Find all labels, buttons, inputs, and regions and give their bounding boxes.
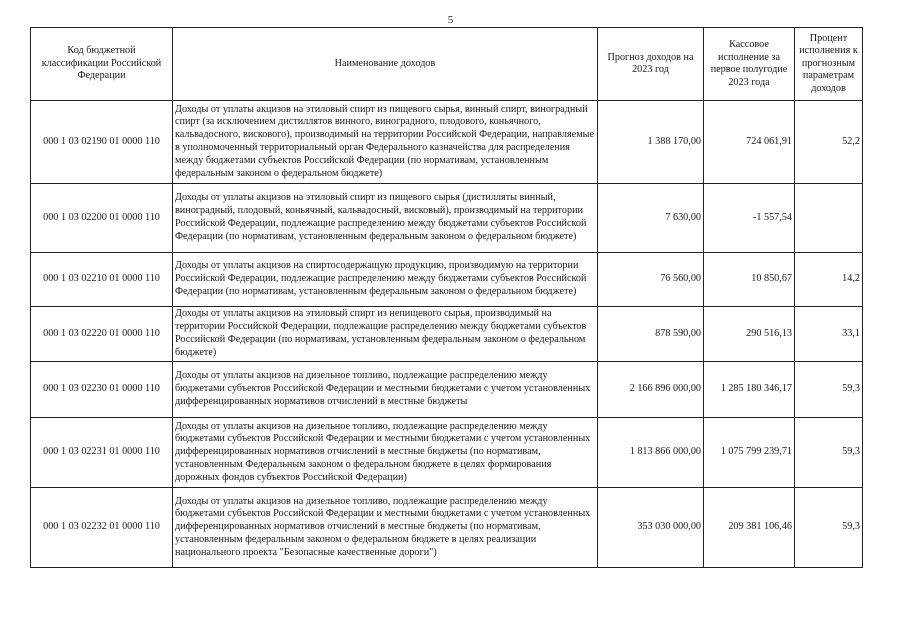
- cell-forecast: 1 813 866 000,00: [598, 418, 704, 488]
- cell-execution: 10 850,67: [704, 253, 795, 307]
- header-name: Наименование доходов: [173, 28, 598, 101]
- cell-forecast: 2 166 896 000,00: [598, 362, 704, 418]
- cell-execution: 209 381 106,46: [704, 488, 795, 568]
- revenue-table: [30, 27, 863, 568]
- header-forecast: Прогноз доходов на 2023 год: [598, 28, 704, 101]
- cell-percent: 52,2: [795, 101, 863, 184]
- cell-name: Доходы от уплаты акцизов на дизельное топливо, подлежащие распределению между бюджетами субъектов Российской Федерации и местными бюджетами с учетом установленных дифференцированных нормативов отчислений в местные бюджеты (по нормативам, установленным Федеральным законом о федеральном бюджете в целях формирования дорожных фондов субъектов Российской Федерации): [173, 418, 598, 488]
- cell-name: Доходы от уплаты акцизов на дизельное топливо, подлежащие распределению между бюджетами субъектов Российской Федерации и местными бюджетами с учетом установленных дифференцированных нормативов отчислений в местные бюджеты (по нормативам, установленным федеральным законом о федеральном бюджете в целях реализации национального проекта "Безопасные качественные дороги"): [173, 488, 598, 568]
- cell-execution: -1 557,54: [704, 184, 795, 253]
- cell-code: 000 1 03 02200 01 0000 110: [31, 184, 173, 253]
- cell-name: Доходы от уплаты акцизов на этиловый спирт из пищевого сырья, винный спирт, виноградный спирт (за исключением дистиллятов винного, виноградного, плодового, коньячного, кальвадосного, вискового), производимый на территории Российской Федерации, направляемые в уполномоченный территориальный орган Федерального казначейства для распределения между бюджетами субъектов Российской Федерации (по нормативам, установленным федеральным законом о федеральном бюджете): [173, 101, 598, 184]
- cell-code: 000 1 03 02210 01 0000 110: [31, 253, 173, 307]
- table-row: [31, 307, 863, 362]
- cell-execution: 724 061,91: [704, 101, 795, 184]
- header-code: Код бюджетной классификации Российской Федерации: [31, 28, 173, 101]
- cell-execution: 1 285 180 346,17: [704, 362, 795, 418]
- cell-percent: 59,3: [795, 418, 863, 488]
- cell-forecast: 353 030 000,00: [598, 488, 704, 568]
- cell-name: Доходы от уплаты акцизов на этиловый спирт из непищевого сырья, производимый на территории Российской Федерации, подлежащие распределению между бюджетами субъектов Российской Федерации (по нормативам, установленным федеральным законом о федеральном бюджете): [173, 307, 598, 362]
- header-execution: Кассовое исполнение за первое полугодие 2023 года: [704, 28, 795, 101]
- table-row: [31, 488, 863, 568]
- cell-code: 000 1 03 02190 01 0000 110: [31, 101, 173, 184]
- header-percent: Процент исполнения к прогнозным параметрам доходов: [795, 28, 863, 101]
- cell-percent: 59,3: [795, 362, 863, 418]
- table-row: [31, 418, 863, 488]
- table-row: [31, 184, 863, 253]
- cell-code: 000 1 03 02231 01 0000 110: [31, 418, 173, 488]
- cell-code: 000 1 03 02232 01 0000 110: [31, 488, 173, 568]
- table-row: [31, 101, 863, 184]
- cell-name: Доходы от уплаты акцизов на этиловый спирт из пищевого сырья (дистилляты винный, виноградный, плодовый, коньячный, кальвадосный, висковый), производимый на территории Российской Федерации, подлежащие распределению между бюджетами субъектов Российской Федерации (по нормативам, установленным федеральным законом о федеральном бюджете): [173, 184, 598, 253]
- cell-forecast: 1 388 170,00: [598, 101, 704, 184]
- cell-percent: [795, 184, 863, 253]
- table-row: [31, 253, 863, 307]
- cell-percent: 59,3: [795, 488, 863, 568]
- cell-percent: 33,1: [795, 307, 863, 362]
- table-row: [31, 362, 863, 418]
- cell-code: 000 1 03 02230 01 0000 110: [31, 362, 173, 418]
- cell-execution: 290 516,13: [704, 307, 795, 362]
- cell-name: Доходы от уплаты акцизов на дизельное топливо, подлежащие распределению между бюджетами субъектов Российской Федерации и местными бюджетами с учетом установленных дифференцированных нормативов отчислений в местные бюджеты: [173, 362, 598, 418]
- cell-percent: 14,2: [795, 253, 863, 307]
- cell-forecast: 76 560,00: [598, 253, 704, 307]
- cell-name: Доходы от уплаты акцизов на спиртосодержащую продукцию, производимую на территории Российской Федерации, подлежащие распределению между бюджетами субъектов Российской Федерации (по нормативам, установленным федеральным законом о федеральном бюджете): [173, 253, 598, 307]
- page-number: 5: [447, 14, 454, 26]
- cell-forecast: 878 590,00: [598, 307, 704, 362]
- table-header-row: [31, 28, 863, 101]
- cell-forecast: 7 630,00: [598, 184, 704, 253]
- cell-code: 000 1 03 02220 01 0000 110: [31, 307, 173, 362]
- cell-execution: 1 075 799 239,71: [704, 418, 795, 488]
